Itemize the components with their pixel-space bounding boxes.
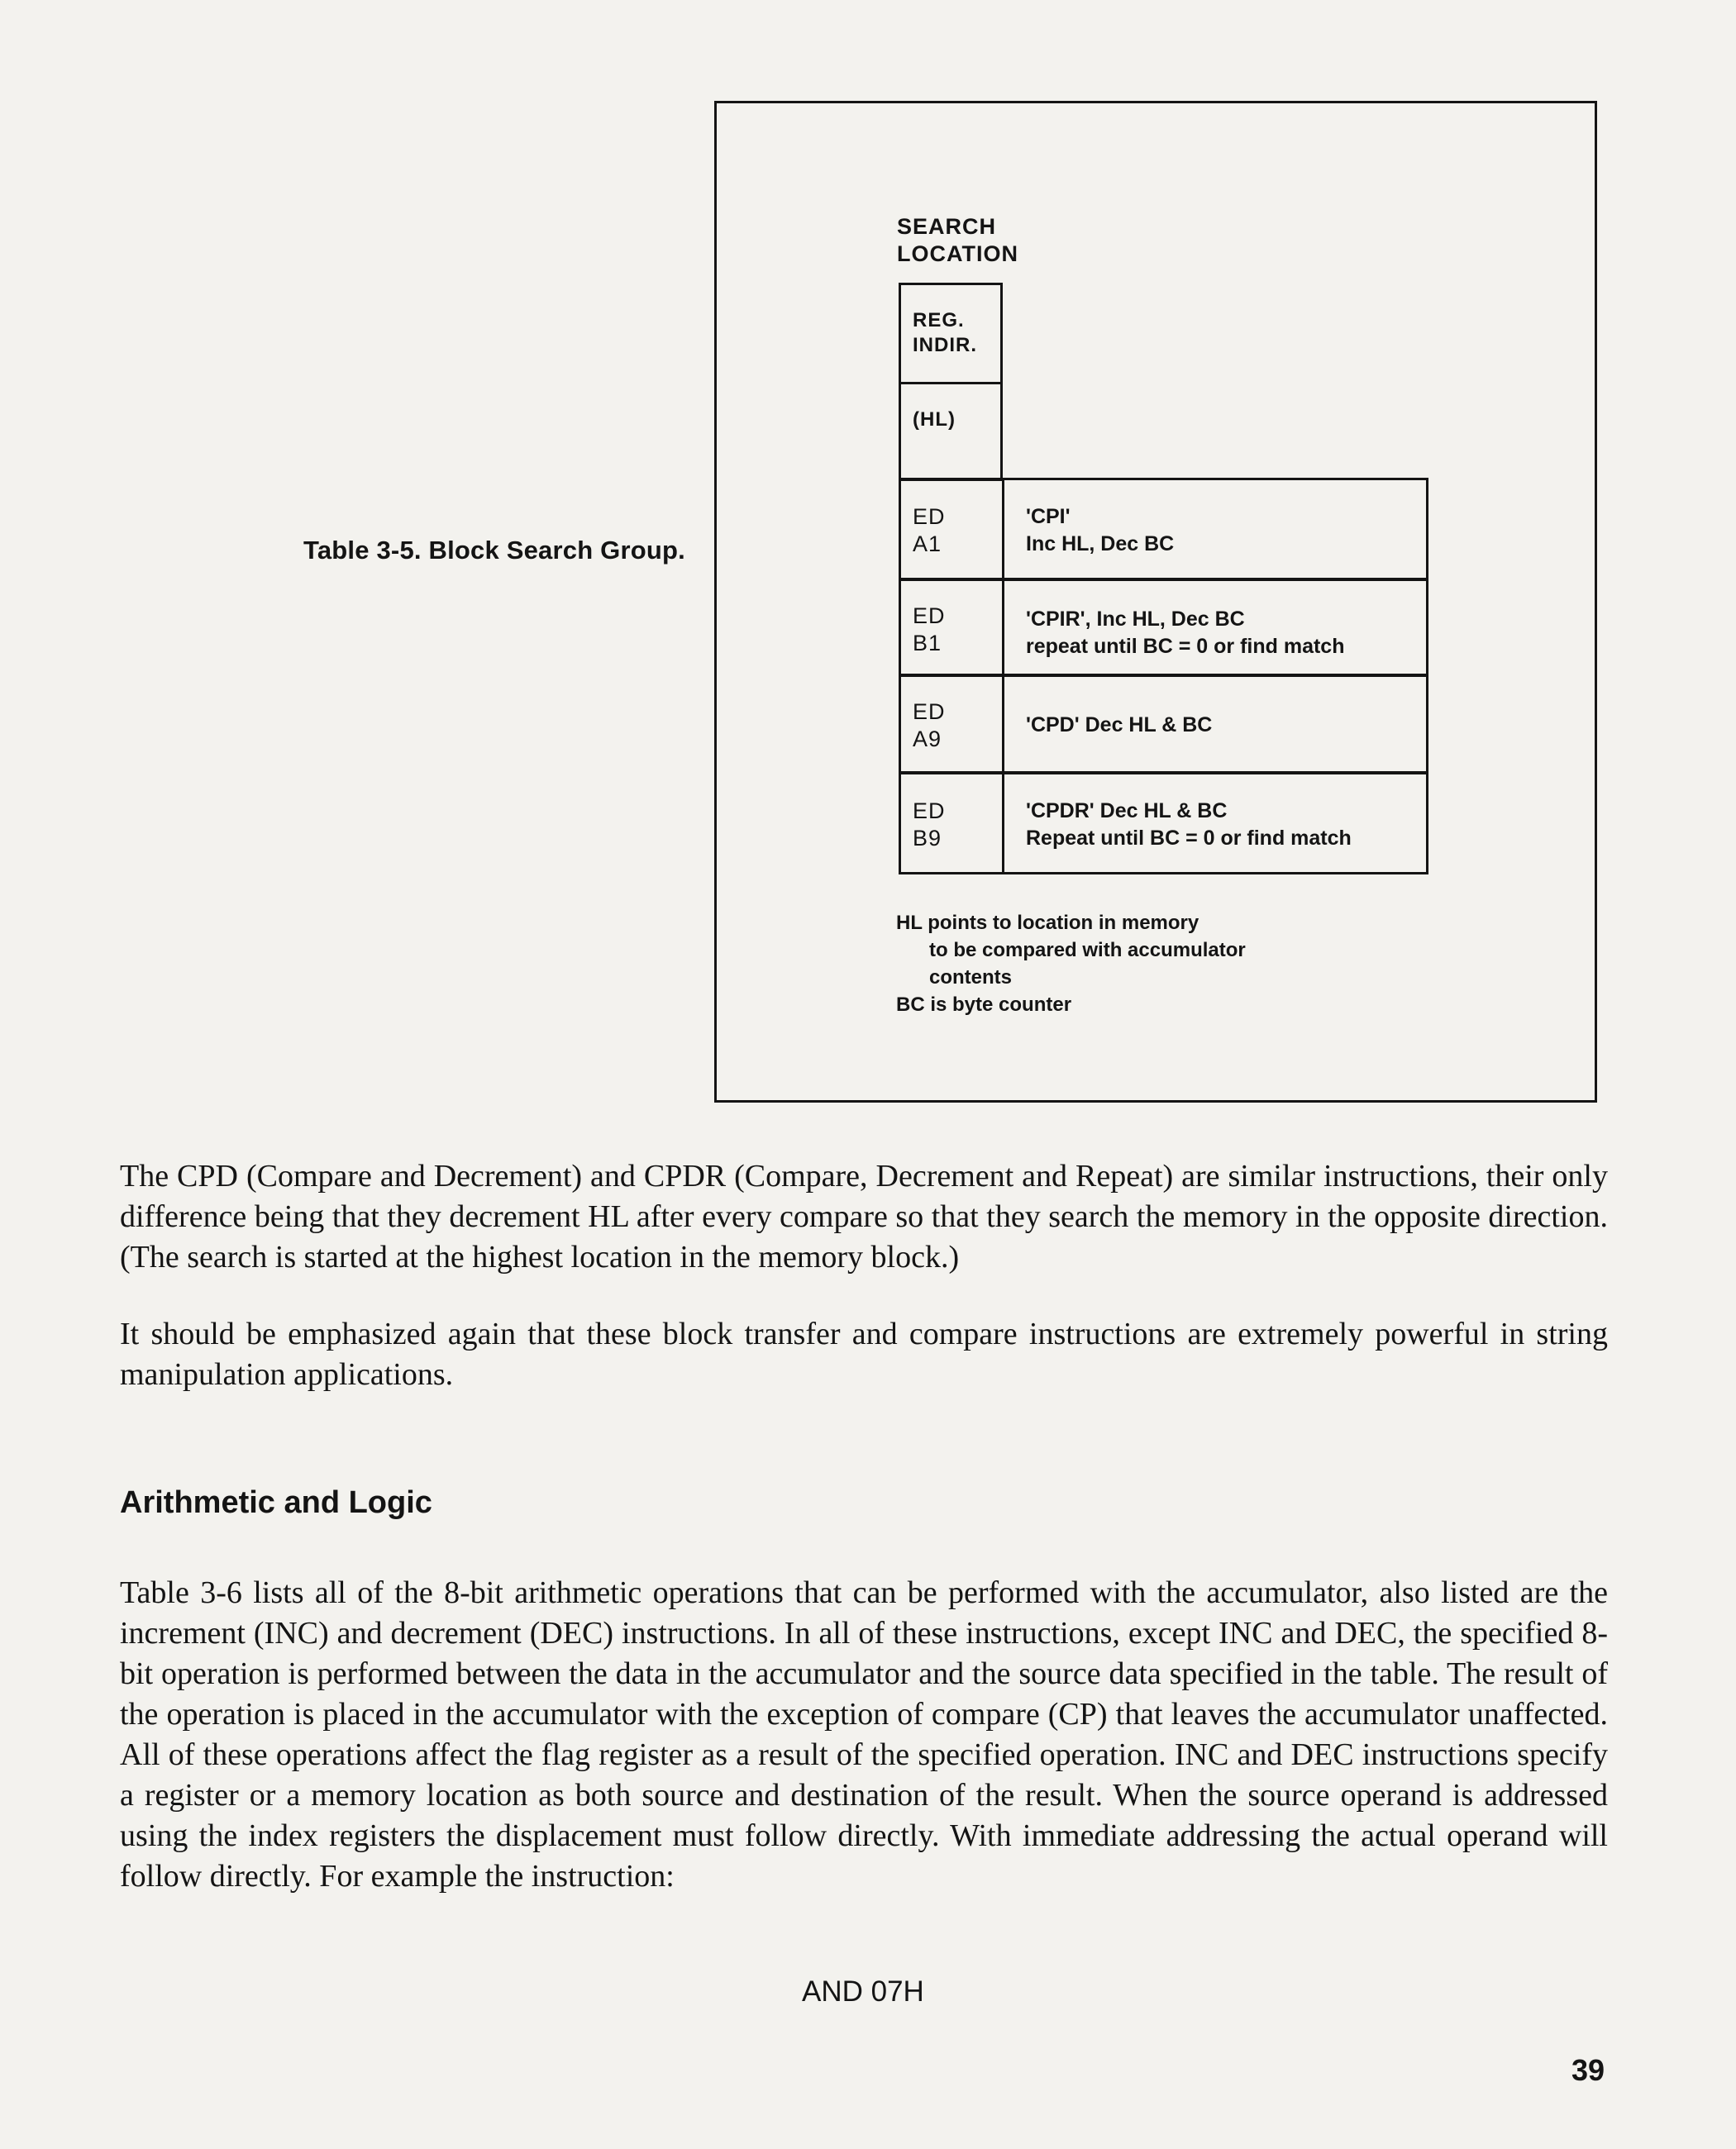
description-cell (1002, 772, 1428, 874)
description-cell (1002, 478, 1428, 580)
search-location-line1: SEARCH (897, 214, 997, 239)
opcode-byte2: B1 (913, 631, 942, 655)
opcode-cell (899, 674, 1004, 774)
search-location-header (897, 213, 1018, 268)
reg-indir-line2: INDIR. (913, 334, 977, 356)
paragraph-arithmetic: Table 3-6 lists all of the 8-bit arithmetic operations that can be performed with the accumulator, also listed are the increment (INC) and decrement (DEC) instructions. In all of these instructions, except INC and DEC, the specified 8-bit operation is performed between the data in the accumulator and the source data specified in the table. The result of the operation is placed in the accumulator with the exception of compare (CP) that leaves the accumulator unaffected. All of these operations affect the flag register as a result of the specified operation. INC and DEC instructions specify a register or a memory location as both source and destination of the result. When the source operand is addressed using the index registers the displacement must follow directly. With immediate addressing the actual operand will follow directly. For example the instruction: (120, 1575, 1608, 1894)
opcode-byte2: A9 (913, 727, 942, 751)
opcode-byte2: B9 (913, 826, 942, 851)
search-location-line2: LOCATION (897, 241, 1018, 266)
hl-header-label: (HL) (913, 408, 956, 431)
description-line1: 'CPDR' Dec HL & BC (1026, 799, 1228, 822)
notes-line4: BC is byte counter (896, 993, 1072, 1016)
table-caption: Table 3-5. Block Search Group. (303, 536, 685, 565)
code-example: AND 07H (802, 1975, 924, 2008)
description-cell (1002, 674, 1428, 774)
notes-line2: to be compared with accumulator (929, 939, 1246, 961)
description-line2: repeat until BC = 0 or find match (1026, 635, 1345, 658)
description-line1: 'CPI' (1026, 505, 1071, 528)
paragraph-cpd: The CPD (Compare and Decrement) and CPDR (Compare, Decrement and Repeat) are similar instructions, their only difference being that they decrement HL after every compare so that they search the memory in the opposite direction. (The search is started at the highest location in the memory block.) (120, 1159, 1608, 1275)
opcode-cell (899, 478, 1004, 580)
notes-line1: HL points to location in memory (896, 912, 1199, 934)
opcode-cell (899, 772, 1004, 874)
description-cell (1002, 579, 1428, 676)
opcode-cell (899, 579, 1004, 676)
opcode-byte1: ED (913, 798, 946, 823)
figure-notes (896, 909, 1246, 1018)
opcode-byte2: A1 (913, 531, 942, 556)
reg-indir-header (899, 283, 1003, 384)
page-number: 39 (1571, 2053, 1605, 2087)
description-line1: 'CPIR', Inc HL, Dec BC (1026, 608, 1245, 631)
notes-line3: contents (929, 966, 1013, 989)
description-line2: Repeat until BC = 0 or find match (1026, 827, 1352, 850)
opcode-byte1: ED (913, 504, 946, 529)
opcode-byte1: ED (913, 699, 946, 724)
reg-indir-line1: REG. (913, 309, 965, 331)
hl-header (899, 382, 1003, 481)
opcode-byte1: ED (913, 603, 946, 628)
description-line2: Inc HL, Dec BC (1026, 532, 1175, 555)
description-line1: 'CPD' Dec HL & BC (1026, 713, 1213, 736)
paragraph-emphasis: It should be emphasized again that these block transfer and compare instructions are extremely powerful in string manipulation applications. (120, 1317, 1608, 1392)
section-heading: Arithmetic and Logic (120, 1485, 432, 1520)
